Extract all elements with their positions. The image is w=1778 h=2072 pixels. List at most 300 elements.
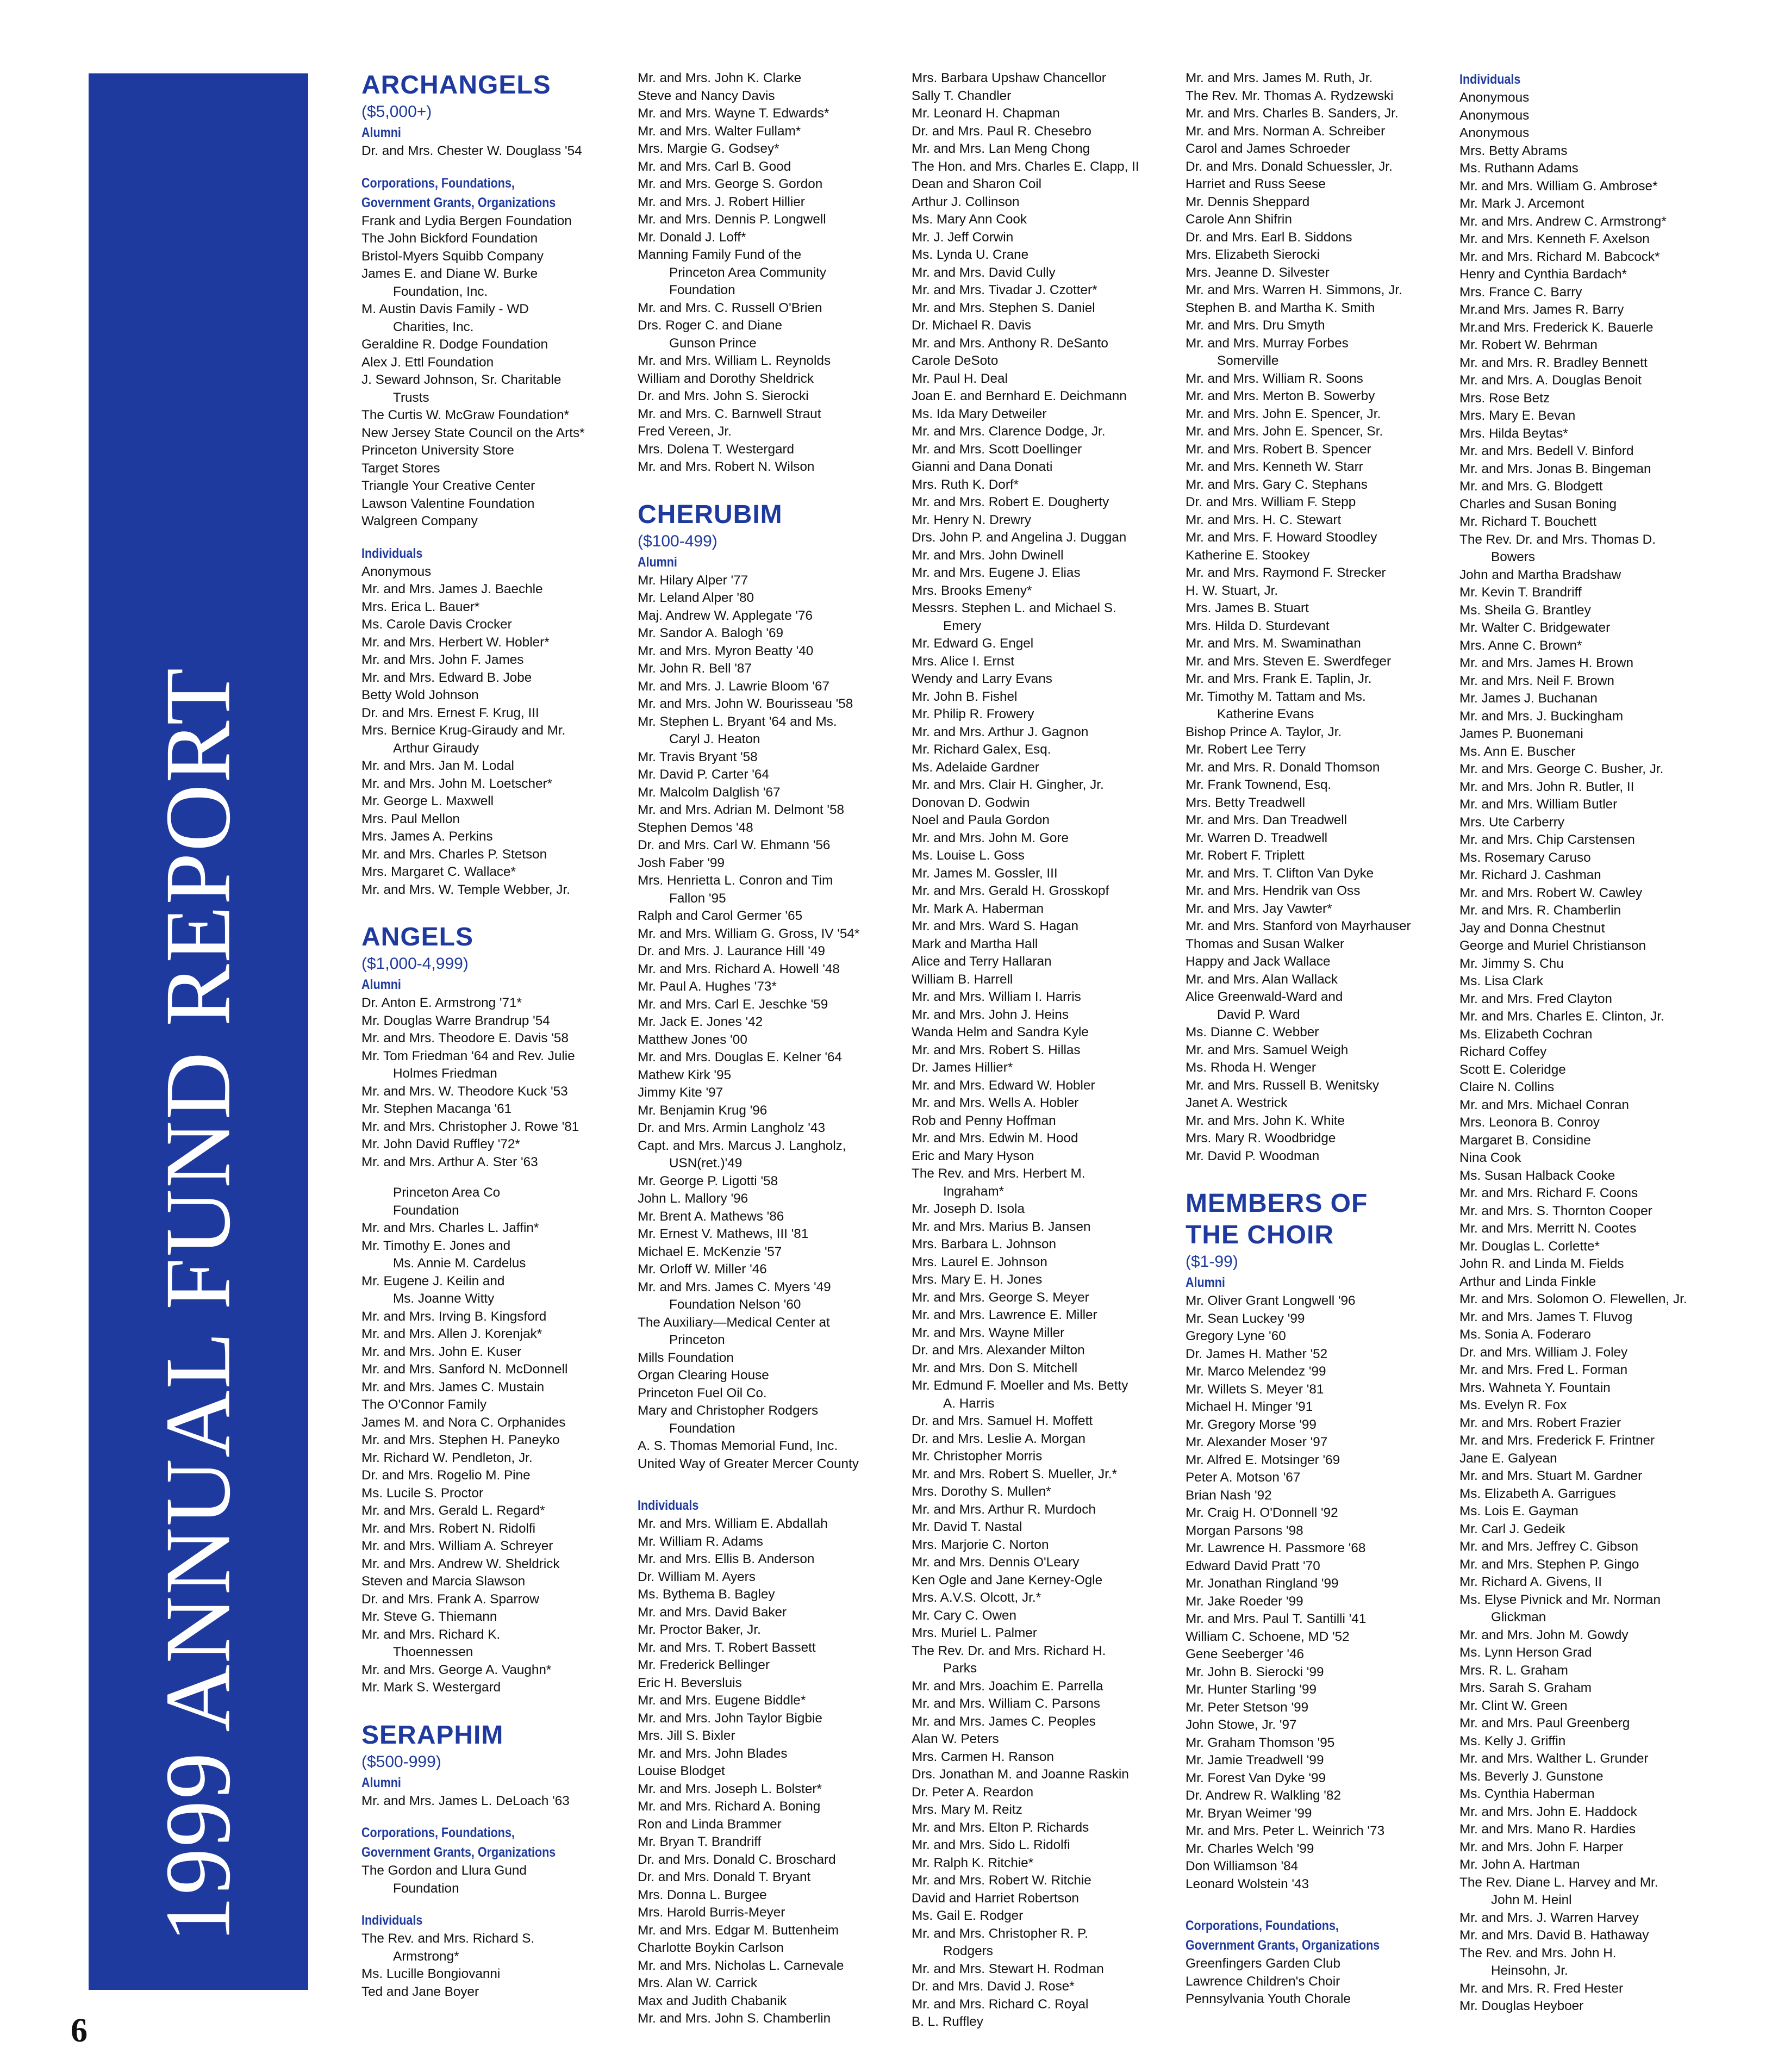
- donor-name: William and Dorothy Sheldrick: [638, 371, 814, 386]
- donor-name: Mr. Richard T. Bouchett: [1459, 514, 1597, 529]
- donor-name: Mr. Richard J. Cashman: [1459, 868, 1601, 882]
- donor-name: Mr. and Mrs. Jan M. Lodal: [361, 758, 514, 773]
- donor-name: Dr. and Mrs. Armin Langholz '43: [638, 1121, 825, 1135]
- donor-name: Mr. John David Ruffley '72*: [361, 1137, 520, 1152]
- donor-name: William C. Schoene, MD '52: [1186, 1629, 1350, 1644]
- donor-name: Mr. and Mrs. Edward B. Jobe: [361, 670, 532, 685]
- donor-name: Mr. and Mrs. Christopher J. Rowe '81: [361, 1119, 579, 1134]
- donor-name: Steve and Nancy Davis: [638, 88, 775, 103]
- donor-name: The Rev. and Mrs. Richard S.: [361, 1931, 535, 1946]
- donor-name: Mr. Edward G. Engel: [912, 636, 1034, 651]
- donor-name: Mr. and Mrs. John E. Haddock: [1459, 1804, 1637, 1819]
- donor-name: Mrs. Hilda D. Sturdevant: [1186, 618, 1330, 633]
- donor-name: Princeton Fuel Oil Co.: [638, 1385, 767, 1401]
- donor-name: Ms. Adelaide Gardner: [912, 760, 1039, 775]
- donor-name: Mr. and Mrs. William Butler: [1459, 797, 1618, 812]
- donor-name: Mark and Martha Hall: [912, 936, 1038, 951]
- donor-name: Dr. and Mrs. Donald Schuessler, Jr.: [1186, 159, 1393, 174]
- donor-name: Mr. and Mrs. Gerald H. Grosskopf: [912, 883, 1109, 898]
- donor-name: George and Muriel Christianson: [1459, 938, 1646, 953]
- donor-name: Pennsylvania Youth Chorale: [1186, 1992, 1351, 2006]
- donor-name: Mr. and Mrs. John S. Chamberlin: [638, 2011, 831, 2026]
- donor-name: Mr. and Mrs. W. Theodore Kuck '53: [361, 1084, 568, 1099]
- donor-name: Mr. Malcolm Dalglish '67: [638, 785, 781, 800]
- donor-name-continued: Somerville: [1217, 353, 1279, 368]
- donor-name: Ralph and Carol Germer '65: [638, 909, 803, 923]
- donor-name: Mr. and Mrs. Dru Smyth: [1186, 318, 1325, 333]
- donor-name: Mr. and Mrs. Charles L. Jaffin*: [361, 1221, 539, 1235]
- donor-name: Mr. Gregory Morse '99: [1186, 1417, 1317, 1432]
- donor-name: Mrs. Mary E. H. Jones: [912, 1272, 1043, 1287]
- donor-column-2: [638, 70, 859, 2028]
- donor-name: Mr. and Mrs. Stuart M. Gardner: [1459, 1469, 1643, 1483]
- donor-name: Arthur and Linda Finkle: [1459, 1274, 1596, 1289]
- donor-name: Mr. David P. Woodman: [1186, 1148, 1320, 1163]
- donor-name: Janet A. Westrick: [1186, 1096, 1288, 1110]
- donor-name-continued: Holmes Friedman: [393, 1066, 497, 1081]
- donor-name: Mr. and Mrs. Don S. Mitchell: [912, 1360, 1078, 1376]
- donor-name: Mr. Jamie Treadwell '99: [1186, 1753, 1324, 1768]
- donor-name: Mr. Paul H. Deal: [912, 371, 1008, 386]
- donor-name: Mr. and Mrs. Clair H. Gingher, Jr.: [912, 777, 1104, 792]
- donor-name: Carole Ann Shifrin: [1186, 212, 1292, 227]
- donor-name: Mr. and Mrs. Andrew C. Armstrong*: [1459, 214, 1667, 229]
- donor-name: Mr. and Mrs. John M. Loetscher*: [361, 776, 553, 791]
- donor-name: Messrs. Stephen L. and Michael S.: [912, 601, 1116, 615]
- donor-name: Mr. James J. Buchanan: [1459, 691, 1598, 706]
- donor-name: Mr. and Mrs. John J. Heins: [912, 1007, 1069, 1022]
- donor-name: Alex J. Ettl Foundation: [361, 354, 494, 370]
- donor-name: Mr. Douglas Heyboer: [1459, 1999, 1584, 2013]
- donor-name: Mr. and Mrs. Richard F. Coons: [1459, 1186, 1638, 1200]
- donor-name: Ms. Lisa Clark: [1459, 974, 1543, 988]
- category-label: Alumni: [638, 554, 677, 570]
- category-label: Corporations, Foundations,: [361, 1825, 515, 1840]
- donor-name: Mr. Henry N. Drewry: [912, 512, 1032, 527]
- donor-name: Mr. Mark S. Westergard: [361, 1680, 501, 1695]
- donor-name: Mr.and Mrs. James R. Barry: [1459, 302, 1624, 317]
- donor-name: Mr. and Mrs. James C. Mustain: [361, 1379, 545, 1395]
- donor-name: Scott E. Coleridge: [1459, 1062, 1566, 1077]
- donor-name: Mrs. Leonora B. Conroy: [1459, 1115, 1600, 1130]
- donor-name: Dr. Andrew R. Walkling '82: [1186, 1788, 1341, 1803]
- donor-name: Claire N. Collins: [1459, 1080, 1555, 1094]
- donor-name: Dr. and Mrs. Carl W. Ehmann '56: [638, 838, 831, 853]
- donor-name: Target Stores: [361, 461, 440, 476]
- donor-name: Walgreen Company: [361, 514, 478, 528]
- donor-name: Mr. and Mrs. David Cully: [912, 265, 1056, 280]
- donor-name: Mr. and Mrs. Robert Frazier: [1459, 1415, 1621, 1430]
- donor-name: Carole DeSoto: [912, 353, 999, 368]
- donor-name: Mrs. Rose Betz: [1459, 390, 1550, 406]
- donor-name: Mr. and Mrs. Stewart H. Rodman: [912, 1961, 1104, 1976]
- donor-name: The Rev. and Mrs. John H.: [1459, 1945, 1617, 1961]
- category-label: Government Grants, Organizations: [361, 195, 556, 210]
- donor-name: Mrs. Dolena T. Westergard: [638, 441, 795, 457]
- donor-name: Mr. Carl J. Gedeik: [1459, 1521, 1565, 1536]
- donor-name: Mr. and Mrs. Dennis O'Leary: [912, 1555, 1080, 1570]
- donor-name: Mr. and Mrs. Frank E. Taplin, Jr.: [1186, 671, 1372, 686]
- donor-name: Mr. and Mrs. Carl E. Jeschke '59: [638, 997, 828, 1012]
- donor-name: Mr. and Mrs. Norman A. Schreiber: [1186, 123, 1386, 139]
- category-label: Corporations, Foundations,: [361, 175, 515, 191]
- donor-name: Mr. and Mrs. J. Lawrie Bloom '67: [638, 679, 830, 694]
- donor-name: Mr. and Mrs. William C. Parsons: [912, 1696, 1100, 1711]
- donor-name: Ms. Elizabeth A. Garrigues: [1459, 1486, 1616, 1501]
- section-heading: ANGELS: [361, 923, 474, 951]
- donor-name: Mrs. A.V.S. Olcott, Jr.*: [912, 1590, 1041, 1605]
- donor-name: Mr. and Mrs. George C. Busher, Jr.: [1459, 762, 1664, 776]
- donor-name: Mrs. R. L. Graham: [1459, 1663, 1568, 1678]
- donor-name: Mr. and Mrs. Russell B. Wenitsky: [1186, 1078, 1379, 1093]
- donor-name: Mr. Lawrence H. Passmore '68: [1186, 1541, 1366, 1555]
- donor-name: Dr. and Mrs. Donald C. Broschard: [638, 1852, 836, 1867]
- donor-name: Brian Nash '92: [1186, 1488, 1272, 1503]
- donor-name: Mr. Jonathan Ringland '99: [1186, 1576, 1339, 1591]
- donor-name: Mr. Tom Friedman '64 and Rev. Julie: [361, 1048, 575, 1063]
- donor-name: Mr. Stephen L. Bryant '64 and Ms.: [638, 714, 837, 729]
- donor-name: Morgan Parsons '98: [1186, 1523, 1303, 1538]
- donor-name: Mr. and Mrs. H. C. Stewart: [1186, 512, 1342, 527]
- donor-name: The Rev. and Mrs. Herbert M.: [912, 1166, 1085, 1181]
- donor-name: Mr. and Mrs. C. Russell O'Brien: [638, 300, 822, 315]
- donor-name: John L. Mallory '96: [638, 1191, 748, 1206]
- donor-name: Mrs. France C. Barry: [1459, 284, 1582, 300]
- donor-name: Dr. and Mrs. Earl B. Siddons: [1186, 229, 1352, 245]
- donor-name: Dr. Michael R. Davis: [912, 318, 1032, 333]
- donor-name: Frank and Lydia Bergen Foundation: [361, 213, 572, 228]
- donor-name: Mr. and Mrs. Stephen P. Gingo: [1459, 1557, 1639, 1572]
- donor-name: Mr. and Mrs. Lan Meng Chong: [912, 141, 1090, 156]
- donor-name: Mr. and Mrs. Gerald L. Regard*: [361, 1503, 545, 1518]
- donor-name: Mr. and Mrs. Herbert W. Hobler*: [361, 634, 550, 650]
- donor-name: Organ Clearing House: [638, 1368, 769, 1383]
- spacer: [361, 1810, 587, 1823]
- donor-name: Mr.and Mrs. Frederick K. Bauerle: [1459, 320, 1654, 335]
- donor-name: Greenfingers Garden Club: [1186, 1956, 1340, 1971]
- donor-name: Eric H. Beversluis: [638, 1675, 742, 1690]
- donor-name: Mr. and Mrs. Hendrik van Oss: [1186, 883, 1361, 898]
- donor-name: Mr. and Mrs. Sanford N. McDonnell: [361, 1362, 568, 1377]
- donor-name: Mr. Walter C. Bridgewater: [1459, 620, 1611, 635]
- section-heading: MEMBERS OF: [1186, 1189, 1368, 1218]
- donor-name: Peter A. Motson '67: [1186, 1470, 1301, 1485]
- donor-name: Mr. and Mrs. James H. Brown: [1459, 656, 1633, 670]
- donor-name: United Way of Greater Mercer County: [638, 1456, 859, 1471]
- donor-name: Mr. and Mrs. Robert W. Ritchie: [912, 1873, 1091, 1888]
- donor-name: Drs. Jonathan M. and Joanne Raskin: [912, 1767, 1129, 1782]
- donor-name: Mr. and Mrs. William G. Ambrose*: [1459, 178, 1658, 194]
- category-label: Corporations, Foundations,: [1186, 1918, 1339, 1933]
- donor-name: Mr. Richard A. Givens, II: [1459, 1575, 1602, 1589]
- donor-name: Dr. and Mrs. Rogelio M. Pine: [361, 1468, 531, 1483]
- donor-name: Mrs. Henrietta L. Conron and Tim: [638, 873, 833, 888]
- donor-name: Mr. and Mrs. Raymond F. Strecker: [1186, 565, 1386, 580]
- donor-name-continued: Foundation: [393, 1203, 459, 1218]
- donor-name: Jane E. Galyean: [1459, 1451, 1557, 1466]
- donor-name: Maj. Andrew W. Applegate '76: [638, 608, 813, 623]
- donor-name: Mr. and Mrs. Jay Vawter*: [1186, 901, 1332, 916]
- donor-name: Princeton University Store: [361, 443, 514, 458]
- donor-name: Bishop Prince A. Taylor, Jr.: [1186, 724, 1342, 739]
- donor-name: Happy and Jack Wallace: [1186, 954, 1331, 969]
- donor-name: Dr. James Hillier*: [912, 1060, 1013, 1075]
- donor-name-continued: Ms. Joanne Witty: [393, 1291, 495, 1306]
- donor-name-continued: Bowers: [1491, 550, 1536, 564]
- donor-name: Mr. and Mrs. Robert N. Ridolfi: [361, 1521, 535, 1536]
- donor-name: Mr. and Mrs. Charles P. Stetson: [361, 847, 547, 862]
- donor-name-continued: Princeton Area Co: [393, 1185, 501, 1200]
- donor-name: Mr. and Mrs. Walter Fullam*: [638, 123, 801, 139]
- donor-name: Mills Foundation: [638, 1350, 734, 1365]
- donor-name: Mr. and Mrs. Arthur J. Gagnon: [912, 724, 1089, 739]
- donor-name: Mr. and Mrs. J. Buckingham: [1459, 708, 1624, 724]
- donor-name: Mrs. Elizabeth Sierocki: [1186, 247, 1320, 262]
- donor-name: Dr. and Mrs. Ernest F. Krug, III: [361, 705, 539, 720]
- donor-name: Mr. Craig H. O'Donnell '92: [1186, 1505, 1338, 1520]
- donor-name: Mr. and Mrs. Adrian M. Delmont '58: [638, 802, 845, 817]
- donor-name-continued: Princeton Area Community: [669, 265, 826, 280]
- spacer: [1186, 1165, 1411, 1188]
- donor-name: Mr. Bryan T. Brandriff: [638, 1834, 762, 1849]
- donor-name: Arthur J. Collinson: [912, 194, 1020, 209]
- donor-name: Mr. and Mrs. Michael Conran: [1459, 1097, 1629, 1112]
- donor-name: Katherine E. Stookey: [1186, 547, 1310, 563]
- donor-name: Drs. Roger C. and Diane: [638, 318, 783, 333]
- donor-name: Mr. and Mrs. Stephen S. Daniel: [912, 300, 1095, 315]
- donor-name: Mr. Donald J. Loff*: [638, 229, 746, 245]
- donor-name-continued: Katherine Evans: [1217, 707, 1314, 721]
- donor-name: Mr. Richard W. Pendleton, Jr.: [361, 1450, 533, 1465]
- donor-name: James M. and Nora C. Orphanides: [361, 1415, 566, 1430]
- donor-name-continued: Ms. Annie M. Cardelus: [393, 1256, 526, 1271]
- donor-name: Mr. and Mrs. Chip Carstensen: [1459, 832, 1635, 847]
- donor-name: Mr. and Mrs. Eugene Biddle*: [638, 1693, 806, 1708]
- donor-name: M. Austin Davis Family - WD: [361, 302, 529, 316]
- donor-name: Gene Seeberger '46: [1186, 1647, 1305, 1662]
- donor-name: Mrs. Hilda Beytas*: [1459, 426, 1568, 441]
- donor-name: Mr. Stephen Macanga '61: [361, 1102, 512, 1116]
- donor-name: Mr. and Mrs. T. Clifton Van Dyke: [1186, 866, 1374, 881]
- donor-name: Alan W. Peters: [912, 1732, 999, 1746]
- donor-name: Mrs. Erica L. Bauer*: [361, 599, 480, 614]
- donor-name: Ms. Sonia A. Foderaro: [1459, 1327, 1591, 1342]
- donor-name: Mr. and Mrs. Stanford von Mayrhauser: [1186, 919, 1411, 934]
- donor-name: Mr. Alexander Moser '97: [1186, 1435, 1328, 1449]
- donor-name: Mr. and Mrs. W. Temple Webber, Jr.: [361, 882, 570, 897]
- donor-name-continued: Trusts: [393, 390, 429, 405]
- donor-name-continued: John M. Heinl: [1491, 1893, 1572, 1907]
- donor-name: Mr. and Mrs. John Taylor Bigbie: [638, 1710, 822, 1726]
- donor-name: Mr. and Mrs. Walther L. Grunder: [1459, 1751, 1649, 1766]
- donor-name: Anonymous: [1459, 108, 1530, 123]
- spacer: [361, 1897, 587, 1911]
- donor-name: The Hon. and Mrs. Charles E. Clapp, II: [912, 159, 1139, 174]
- donor-name: Dr. Anton E. Armstrong '71*: [361, 995, 522, 1010]
- spacer: [361, 160, 587, 173]
- giving-range: ($1,000-4,999): [361, 955, 469, 973]
- donor-name: Mr. and Mrs. Ellis B. Anderson: [638, 1552, 815, 1566]
- donor-name: Mrs. Bernice Krug-Giraudy and Mr.: [361, 723, 566, 738]
- donor-name: Mr. and Mrs. Douglas E. Kelner '64: [638, 1050, 843, 1065]
- donor-name-continued: Glickman: [1491, 1610, 1546, 1625]
- donor-name: Mr. and Mrs. Robert S. Mueller, Jr.*: [912, 1466, 1118, 1482]
- donor-name: Mrs. Alan W. Carrick: [638, 1976, 758, 1990]
- donor-name: Bristol-Myers Squibb Company: [361, 248, 544, 264]
- donor-name: Mr. and Mrs. Joachim E. Parrella: [912, 1678, 1103, 1694]
- donor-name: Mr. and Mrs. Robert E. Dougherty: [912, 495, 1109, 509]
- category-label: Government Grants, Organizations: [1186, 1938, 1380, 1953]
- donor-name: Mr. and Mrs. John M. Gowdy: [1459, 1627, 1629, 1642]
- donor-name: The O'Connor Family: [361, 1397, 487, 1412]
- donor-name: Mr. Brent A. Mathews '86: [638, 1209, 784, 1224]
- donor-name-continued: Thoennessen: [393, 1645, 473, 1659]
- donor-name: Mr. and Mrs. T. Robert Bassett: [638, 1640, 816, 1655]
- donor-column-4: [1186, 70, 1411, 2008]
- donor-name-continued: Foundation: [669, 283, 735, 297]
- donor-name: Mr. and Mrs. George A. Vaughn*: [361, 1662, 552, 1677]
- donor-name: Mary and Christopher Rodgers: [638, 1403, 819, 1418]
- donor-name: Mr. and Mrs. Ward S. Hagan: [912, 919, 1078, 934]
- category-label: Alumni: [1186, 1275, 1225, 1290]
- donor-name: Edward David Pratt '70: [1186, 1558, 1320, 1573]
- donor-name: Mr. Robert Lee Terry: [1186, 742, 1306, 757]
- donor-name: Mr. Philip R. Frowery: [912, 707, 1034, 721]
- donor-name: Mrs. Jeanne D. Silvester: [1186, 265, 1330, 280]
- donor-name: Dr. William M. Ayers: [638, 1569, 756, 1584]
- donor-name: Mrs. Dorothy S. Mullen*: [912, 1484, 1051, 1499]
- donor-name: Matthew Jones '00: [638, 1032, 747, 1047]
- donor-name: Mrs. Brooks Emeny*: [912, 583, 1032, 598]
- donor-name: Dr. and Mrs. William F. Stepp: [1186, 495, 1356, 509]
- donor-name: Louise Blodget: [638, 1764, 725, 1778]
- donor-name: Mr. Robert W. Behrman: [1459, 338, 1598, 352]
- donor-name: Mr. Edmund F. Moeller and Ms. Betty: [912, 1378, 1128, 1393]
- donor-name: Mr. and Mrs. Christopher R. P.: [912, 1926, 1088, 1941]
- donor-name: Dr. and Mrs. David J. Rose*: [912, 1979, 1075, 1994]
- donor-name: Mr. and Mrs. Robert N. Wilson: [638, 459, 815, 474]
- donor-name-continued: USN(ret.)'49: [669, 1156, 743, 1171]
- donor-name: Mr. and Mrs. Richard A. Howell '48: [638, 961, 840, 976]
- donor-name: Mr. and Mrs. Elton P. Richards: [912, 1820, 1089, 1835]
- donor-name: Mr. and Mrs. Paul T. Santilli '41: [1186, 1611, 1367, 1626]
- donor-name: Mr. and Mrs. Bedell V. Binford: [1459, 444, 1634, 458]
- donor-name: J. Seward Johnson, Sr. Charitable: [361, 372, 562, 387]
- section-heading: ARCHANGELS: [361, 71, 551, 99]
- donor-name: Mr. and Mrs. James C. Peoples: [912, 1714, 1096, 1729]
- spacer: [361, 1171, 587, 1184]
- donor-name: Mr. John R. Bell '87: [638, 661, 752, 676]
- donor-name: Dean and Sharon Coil: [912, 177, 1042, 191]
- donor-name: Mathew Kirk '95: [638, 1067, 732, 1082]
- donor-name: David and Harriet Robertson: [912, 1890, 1079, 1906]
- donor-name: Mr. Hilary Alper '77: [638, 573, 748, 588]
- spacer: [638, 1473, 859, 1496]
- donor-name-continued: Princeton: [669, 1333, 725, 1347]
- donor-name: Charles and Susan Boning: [1459, 496, 1617, 512]
- donor-name: Mrs. Mary E. Bevan: [1459, 408, 1576, 423]
- donor-name: Mrs. James B. Stuart: [1186, 601, 1309, 615]
- donor-name: Jimmy Kite '97: [638, 1085, 723, 1100]
- donor-name: Stephen B. and Martha K. Smith: [1186, 300, 1375, 315]
- donor-name: Mr. and Mrs. Theodore E. Davis '58: [361, 1031, 569, 1046]
- donor-name: Anonymous: [361, 564, 432, 579]
- donor-name: Mr. and Mrs. Peter L. Weinrich '73: [1186, 1824, 1385, 1838]
- donor-name: Dr. and Mrs. J. Laurance Hill '49: [638, 944, 825, 959]
- donor-name: Harriet and Russ Seese: [1186, 177, 1326, 191]
- donor-name: Mr. and Mrs. Robert S. Hillas: [912, 1042, 1081, 1057]
- donor-name: Mr. Jimmy S. Chu: [1459, 956, 1564, 971]
- donor-name: James P. Buonemani: [1459, 726, 1583, 741]
- donor-name: Mr. and Mrs. Dan Treadwell: [1186, 813, 1347, 827]
- donor-name: Mr. and Mrs. G. Blodgett: [1459, 479, 1603, 494]
- donor-name: Mr. and Mrs. Richard K.: [361, 1627, 501, 1642]
- donor-name: John and Martha Bradshaw: [1459, 567, 1621, 582]
- donor-name: Mr. Kevin T. Brandriff: [1459, 585, 1582, 600]
- donor-name: Mr. and Mrs. Murray Forbes: [1186, 335, 1349, 351]
- donor-name: Mr. and Mrs. C. Barnwell Straut: [638, 406, 821, 421]
- donor-name: Mrs. James A. Perkins: [361, 829, 493, 844]
- category-label: Individuals: [1459, 72, 1521, 87]
- donor-name: Ms. Elyse Pivnick and Mr. Norman: [1459, 1592, 1661, 1607]
- donor-name: Rob and Penny Hoffman: [912, 1113, 1056, 1128]
- donor-name: Ted and Jane Boyer: [361, 1984, 479, 1999]
- donor-name: Mr. and Mrs. William R. Soons: [1186, 371, 1363, 386]
- donor-name: Mrs. Alice I. Ernst: [912, 654, 1015, 669]
- donor-name: Mr. and Mrs. R. Fred Hester: [1459, 1981, 1624, 1996]
- donor-name: John Stowe, Jr. '97: [1186, 1718, 1297, 1732]
- spacer: [361, 531, 587, 544]
- donor-name: Mr. and Mrs. Frederick F. Frintner: [1459, 1433, 1655, 1448]
- donor-name: Mr. Richard Galex, Esq.: [912, 742, 1051, 757]
- donor-name: William B. Harrell: [912, 972, 1013, 987]
- donor-name: Don Williamson '84: [1186, 1859, 1299, 1874]
- donor-name: Mr. Douglas L. Corlette*: [1459, 1239, 1600, 1254]
- donor-name: The Auxiliary—Medical Center at: [638, 1315, 830, 1330]
- donor-name: Leonard Wolstein '43: [1186, 1876, 1309, 1891]
- donor-name: Charlotte Boykin Carlson: [638, 1940, 784, 1955]
- donor-name: Dr. and Mrs. Chester W. Douglass '54: [361, 144, 582, 158]
- donor-name: Mr. and Mrs. J. Warren Harvey: [1459, 1910, 1639, 1925]
- donor-name: Mr. and Mrs. Edward W. Hobler: [912, 1078, 1095, 1093]
- donor-name: Mr. Orloff W. Miller '46: [638, 1262, 767, 1277]
- donor-name: Mr. and Mrs. Carl B. Good: [638, 159, 791, 174]
- donor-name: Mr. and Mrs. Richard C. Royal: [912, 1996, 1089, 2012]
- donor-name-continued: Parks: [943, 1661, 977, 1676]
- donor-column-1: [361, 70, 587, 2001]
- donor-name: Nina Cook: [1459, 1150, 1521, 1165]
- donor-name: Mr. and Mrs. Alan Wallack: [1186, 972, 1338, 987]
- donor-name: Ms. Louise L. Goss: [912, 848, 1025, 863]
- donor-name: Lawson Valentine Foundation: [361, 496, 535, 511]
- donor-name: Mr. and Mrs. James T. Fluvog: [1459, 1309, 1633, 1324]
- donor-name: Mr. Steve G. Thiemann: [361, 1609, 497, 1624]
- donor-name: Mrs. Muriel L. Palmer: [912, 1626, 1037, 1640]
- donor-name: Sally T. Chandler: [912, 88, 1012, 103]
- donor-name: Mr. George L. Maxwell: [361, 794, 494, 808]
- donor-name: Mr. Peter Stetson '99: [1186, 1700, 1309, 1715]
- donor-name: Mrs. Barbara L. Johnson: [912, 1237, 1057, 1252]
- donor-name: Eric and Mary Hyson: [912, 1148, 1034, 1163]
- donor-name: Mr. and Mrs. Richard M. Babcock*: [1459, 249, 1660, 264]
- donor-name: Mrs. Mary R. Woodbridge: [1186, 1131, 1336, 1146]
- donor-name: Dr. and Mrs. Donald T. Bryant: [638, 1870, 811, 1884]
- donor-name: The Rev. Dr. and Mrs. Thomas D.: [1459, 532, 1656, 547]
- donor-name-continued: Ingraham*: [943, 1184, 1005, 1199]
- donor-name: Ms. Rosemary Caruso: [1459, 850, 1591, 865]
- donor-name: Mr. Clint W. Green: [1459, 1698, 1568, 1713]
- donor-name: Carol and James Schroeder: [1186, 141, 1350, 156]
